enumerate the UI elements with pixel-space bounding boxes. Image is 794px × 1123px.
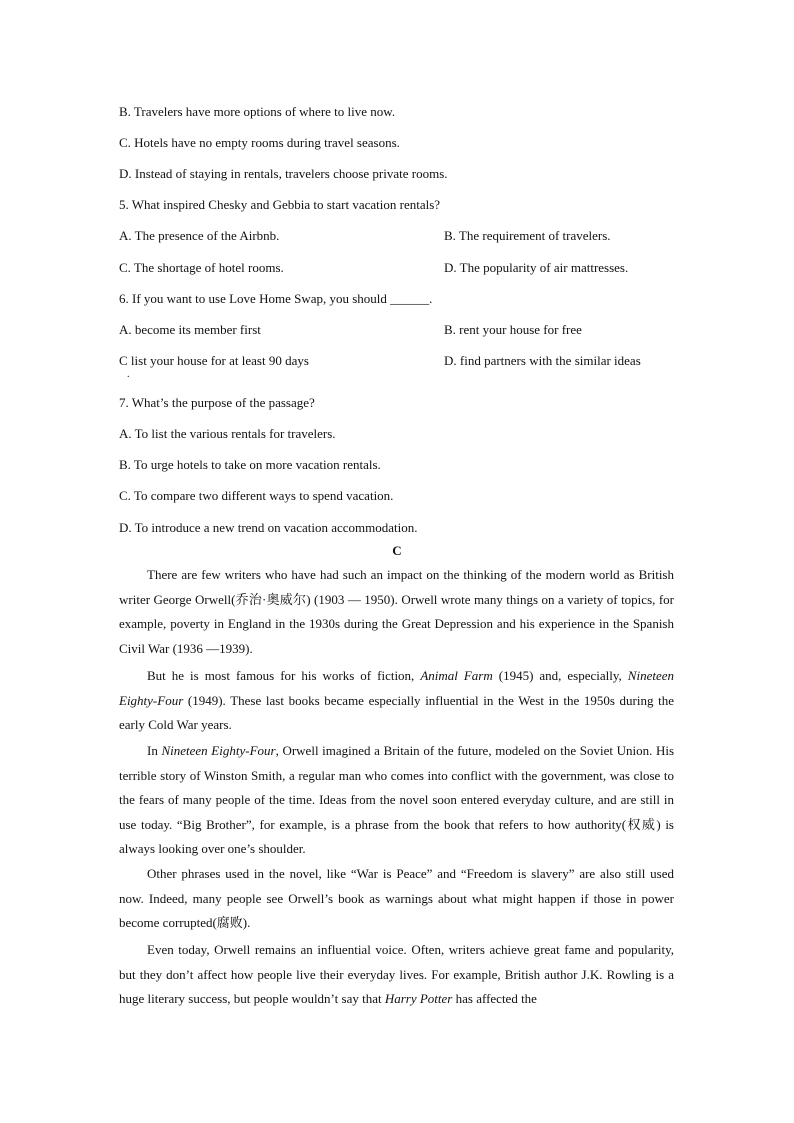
q6-option-a: A. become its member first — [119, 322, 261, 337]
q4-option-c: C. Hotels have no empty rooms during travel seasons. — [119, 135, 400, 150]
q5-option-b: B. The requirement of travelers. — [444, 228, 611, 243]
q6-option-b: B. rent your house for free — [444, 322, 582, 337]
q7-option-d: D. To introduce a new trend on vacation accommodation. — [119, 520, 418, 535]
book-title: Harry Potter — [384, 991, 453, 1006]
book-title: Nineteen Eighty-Four — [119, 668, 674, 708]
q4-option-b: B. Travelers have more options of where to live now. — [119, 104, 396, 119]
q6-option-d: D. find partners with the similar ideas — [444, 353, 641, 368]
paragraph-4: Other phrases used in the novel, like “War is Peace” and “Freedom is slavery” are also still used now. Indeed, many people see Orwell’s book as warnings about what might happen if those in power become corrupted(腐败). — [119, 866, 674, 930]
paragraph-3: In Nineteen Eighty-Four, Orwell imagined a Britain of the future, modeled on the Soviet Union. His terrible story of Winston Smith, a regular man who comes into conflict with the government, was close to the fears of many people of the time. Ideas from the novel soon entered everyday culture, and are still in use today. “Big Brother”, for example, is a phrase from the book that refers to how authority(权威) is always looking over one’s shoulder. — [119, 743, 675, 856]
q5-option-a: A. The presence of the Airbnb. — [119, 228, 280, 243]
paragraph-2: But he is most famous for his works of fiction, Animal Farm (1945) and, especially, Nineteen Eighty-Four (1949). These last books became especially influential in the West in the 1950s during the early Cold War years. — [119, 668, 674, 732]
book-title: Nineteen Eighty-Four — [161, 743, 276, 758]
q7-stem: 7. What’s the purpose of the passage? — [119, 395, 315, 410]
q7-option-c: C. To compare two different ways to spend vacation. — [119, 488, 394, 503]
q6-stem: 6. If you want to use Love Home Swap, you should ______. — [119, 291, 433, 306]
q4-option-d: D. Instead of staying in rentals, travelers choose private rooms. — [119, 166, 448, 181]
stray-mark: . — [127, 369, 130, 380]
q7-option-b: B. To urge hotels to take on more vacation rentals. — [119, 457, 381, 472]
book-title: Animal Farm — [420, 668, 493, 683]
q6-option-c: C list your house for at least 90 days — [119, 353, 309, 368]
q5-option-d: D. The popularity of air mattresses. — [444, 260, 629, 275]
q7-option-a: A. To list the various rentals for travelers. — [119, 426, 336, 441]
section-heading: C — [392, 543, 402, 558]
q5-stem: 5. What inspired Chesky and Gebbia to start vacation rentals? — [119, 197, 441, 212]
q5-option-c: C. The shortage of hotel rooms. — [119, 260, 284, 275]
paragraph-1: There are few writers who have had such an impact on the thinking of the modern world as British writer George Orwell(乔治·奥威尔) (1903 — 1950). Orwell wrote many things on a variety of topics, for example, poverty in England in the 1930s during the Great Depression and his experience in the Spanish Civil War (1936 —1939). — [119, 567, 674, 656]
paragraph-5: Even today, Orwell remains an influential voice. Often, writers achieve great fame and popularity, but they don’t affect how people live their everyday lives. For example, British author J.K. Rowling is a huge literary success, but people wouldn’t say that Harry Potter has affected the — [119, 942, 674, 1006]
